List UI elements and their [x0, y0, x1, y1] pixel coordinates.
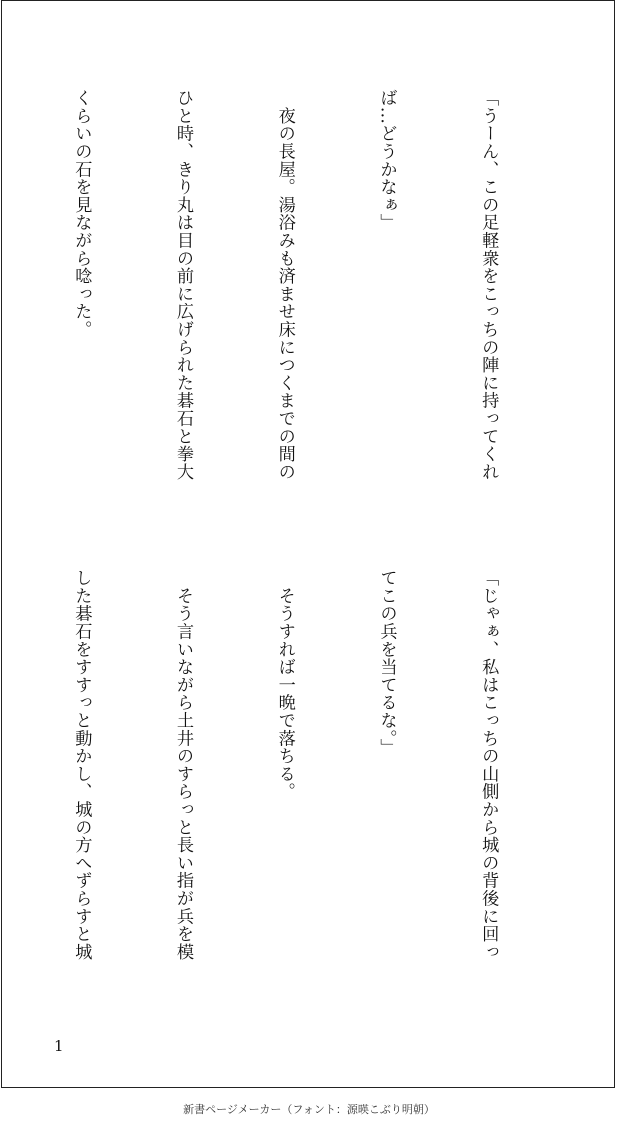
text-line: くらいの石を見ながら唸った。 [71, 89, 92, 339]
text-line: ひと時、きり丸は目の前に広げられた碁石と拳大 [173, 89, 194, 481]
footer-caption: 新書ページメーカー（フォント：源暎こぶり明朝） [183, 1103, 435, 1116]
text-block-top [32, 89, 572, 529]
text-line: 「うーん、この足軽衆をこっちの陣に持ってくれ [478, 89, 499, 481]
text-line: そう言いながら土井のすらっと長い指が兵を模 [173, 569, 194, 961]
text-line: した碁石をすすっと動かし、城の方へずらすと城 [71, 569, 92, 961]
text-line: てこの兵を当てるな。」 [376, 569, 397, 757]
text-line: 「じゃぁ、私はこっちの山側から城の背後に回っ [478, 569, 499, 961]
page-frame [1, 0, 615, 1088]
page-number: 1 [54, 1037, 64, 1055]
text-line: ば…どうかなぁ」 [376, 89, 397, 232]
text-block-bottom [32, 569, 572, 1009]
text-line: そうすれば一晩で落ちる。 [274, 569, 295, 801]
text-line: 夜の長屋。湯浴みも済ませ床につくまでの間の [274, 89, 295, 481]
